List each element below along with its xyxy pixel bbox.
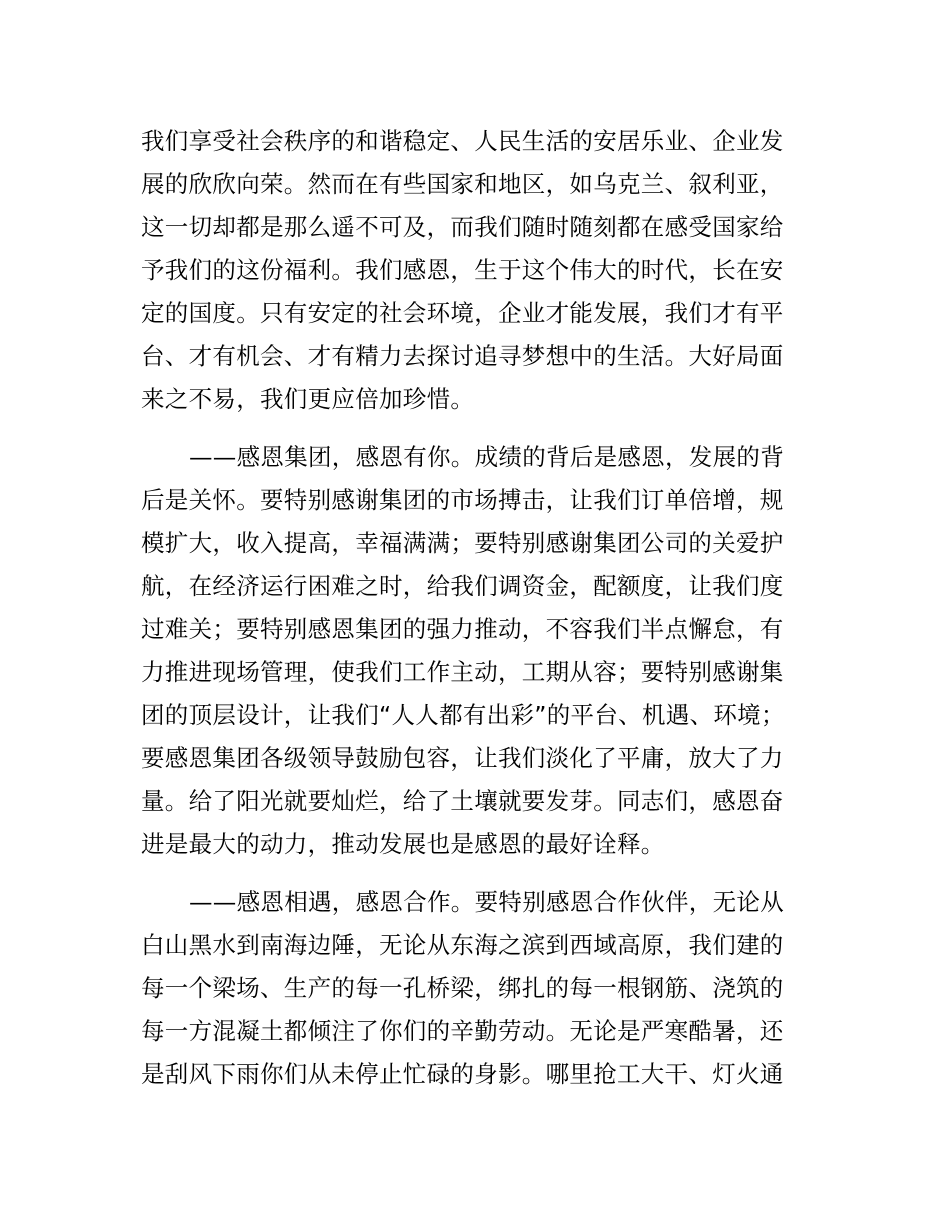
document-body (141, 120, 841, 1096)
text-line: 模扩大，收入提高，幸福满满；要特别感谢集团公司的关爱护 (141, 529, 784, 557)
text-line: 力推进现场管理，使我们工作主动，工期从容；要特别感谢集 (141, 658, 784, 686)
text-line: 每一个梁场、生产的每一孔桥梁，绑扎的每一根钢筋、浇筑的 (141, 974, 784, 1002)
text-line: 量。给了阳光就要灿烂，给了土壤就要发芽。同志们，感恩奋 (141, 787, 784, 815)
text-line: 定的国度。只有安定的社会环境，企业才能发展，我们才有平 (141, 299, 784, 327)
text-line: 台、才有机会、才有精力去探讨追寻梦想中的生活。大好局面 (141, 342, 784, 370)
text-line: 团的顶层设计，让我们“人人都有出彩”的平台、机遇、环境； (141, 701, 785, 729)
paragraph-2 (141, 436, 841, 866)
text-line: 航，在经济运行困难之时，给我们调资金，配额度，让我们度 (141, 572, 784, 600)
text-line: 过难关；要特别感恩集团的强力推动，不容我们半点懈怠，有 (141, 615, 784, 643)
paragraph-1 (141, 120, 841, 421)
text-line-first: ——感恩相遇，感恩合作。要特别感恩合作伙伴，无论从 (189, 888, 784, 916)
text-line: 后是关怀。要特别感谢集团的市场搏击，让我们订单倍增，规 (141, 486, 784, 514)
text-line: 予我们的这份福利。我们感恩，生于这个伟大的时代，长在安 (141, 256, 784, 284)
text-line: 这一切却都是那么遥不可及，而我们随时随刻都在感受国家给 (141, 213, 784, 241)
text-line: 进是最大的动力，推动发展也是感恩的最好诠释。 (141, 830, 665, 858)
text-line: 是刮风下雨你们从未停止忙碌的身影。哪里抢工大干、灯火通 (141, 1060, 784, 1088)
text-line: 要感恩集团各级领导鼓励包容，让我们淡化了平庸，放大了力 (141, 744, 784, 772)
text-line: 展的欣欣向荣。然而在有些国家和地区，如乌克兰、叙利亚， (141, 170, 784, 198)
text-line-first: ——感恩集团，感恩有你。成绩的背后是感恩，发展的背 (189, 443, 784, 471)
paragraph-3 (141, 881, 841, 1096)
text-line: 来之不易，我们更应倍加珍惜。 (141, 385, 475, 413)
text-line: 每一方混凝土都倾注了你们的辛勤劳动。无论是严寒酷暑，还 (141, 1017, 784, 1045)
text-line: 我们享受社会秩序的和谐稳定、人民生活的安居乐业、企业发 (141, 127, 784, 155)
text-line: 白山黑水到南海边陲，无论从东海之滨到西域高原，我们建的 (141, 931, 784, 959)
